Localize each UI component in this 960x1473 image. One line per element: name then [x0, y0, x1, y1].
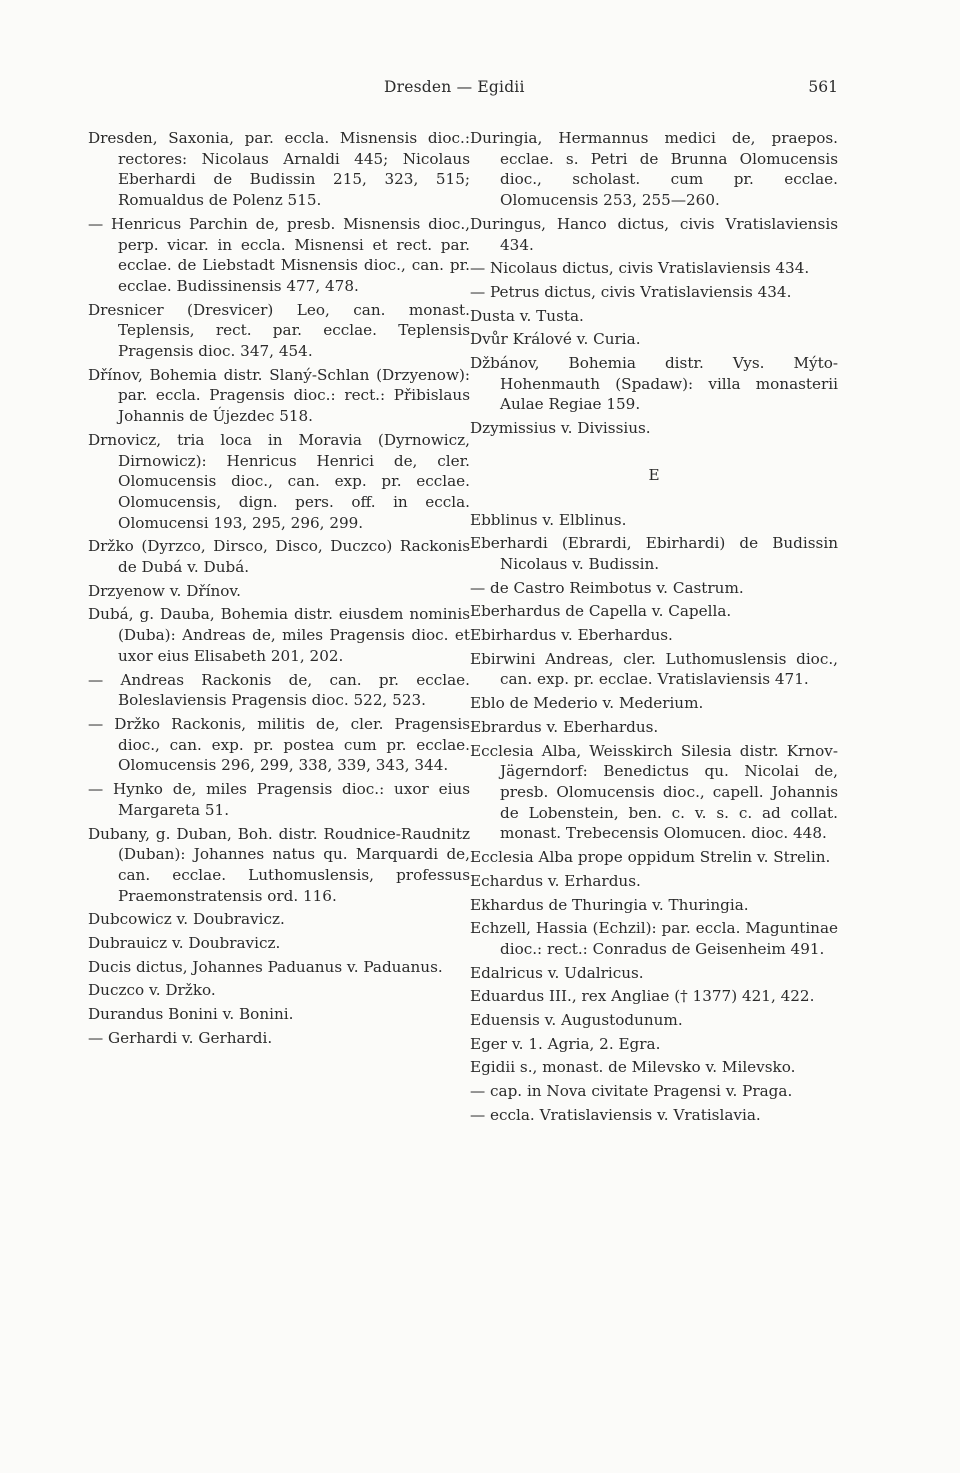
index-entry: Eduensis v. Augustodunum. — [470, 1011, 683, 1030]
index-entry: Duringus, Hanco dictus, civis Vratislaviensis 434. — [470, 214, 838, 254]
index-entry: Dresnicer (Dresvicer) Leo, can. monast. Teplensis, rect. par. ecclae. Teplensis Pragensis dioc. 347, 454. — [88, 300, 470, 361]
index-entry: Eblo de Mederio v. Mederium. — [470, 694, 704, 713]
index-entry: — Petrus dictus, civis Vratislaviensis 434. — [470, 282, 792, 301]
index-entry: Duczco v. Držko. — [88, 981, 216, 1000]
index-entry: — Andreas Rackonis de, can. pr. ecclae. Boleslaviensis Pragensis dioc. 522, 523. — [88, 670, 470, 710]
index-entry: Dubá, g. Dauba, Bohemia distr. eiusdem nominis (Duba): Andreas de, miles Pragensis dioc. et uxor eius Elisabeth 201, 202. — [88, 605, 470, 665]
index-entry: Edalricus v. Udalricus. — [470, 963, 644, 982]
index-entry: Egidii s., monast. de Milevsko v. Milevsko. — [470, 1058, 796, 1077]
index-entry: Džbánov, Bohemia distr. Vys. Mýto-Hohenmauth (Spadaw): villa monasterii Aulae Regiae 159. — [470, 354, 838, 414]
index-entry: — Hynko de, miles Pragensis dioc.: uxor eius Margareta 51. — [88, 780, 470, 819]
index-entry: Echardus v. Erhardus. — [470, 871, 641, 890]
index-entry: Ecclesia Alba prope oppidum Strelin v. Strelin. — [470, 848, 831, 867]
index-entry: Drnovicz, tria loca in Moravia (Dyrnowicz, Dirnowicz): Henricus Henrici de, cler. Olomucensis dioc., can. exp. pr. ecclae. Olomucensis, dign. pers. off. in eccla. Olomucensi 193, 295, 296, 299. — [88, 430, 470, 532]
index-entry: Dresden, Saxonia, par. eccla. Misnensis dioc.: rectores: Nicolaus Arnaldi 445; Nicolaus Eberhardi de Budissin 215, 323, 515; Romualdus de Polenz 515. — [88, 129, 470, 210]
index-entry: Drzyenow v. Dřínov. — [88, 581, 242, 600]
page-number: 561 — [808, 78, 838, 96]
index-entry: Ebirwini Andreas, cler. Luthomuslensis dioc., can. exp. pr. ecclae. Vratislaviensis 471. — [470, 649, 838, 689]
index-entry: — de Castro Reimbotus v. Castrum. — [470, 578, 744, 597]
index-entry: Ebrardus v. Eberhardus. — [470, 717, 659, 736]
index-entry: Dzymissius v. Divissius. — [470, 419, 651, 438]
index-entry: Dřínov, Bohemia distr. Slaný-Schlan (Drzyenow): par. eccla. Pragensis dioc.: rect.: Přibislaus Johannis de Újezdec 518. — [88, 365, 470, 426]
index-entry: Ebblinus v. Elblinus. — [470, 510, 627, 529]
running-title: Dresden — Egidii — [384, 78, 525, 96]
index-entry: Dubany, g. Duban, Boh. distr. Roudnice-Raudnitz (Duban): Johannes natus qu. Marquardi de, can. ecclae. Luthomuslensis, professus Praemonstratensis ord. 116. — [88, 824, 470, 905]
running-header — [0, 78, 960, 102]
index-entry: Dusta v. Tusta. — [470, 306, 584, 325]
index-entry: Dubrauicz v. Doubravicz. — [88, 934, 281, 953]
left-column — [88, 128, 470, 1052]
index-entry: — eccla. Vratislaviensis v. Vratislavia. — [470, 1105, 761, 1124]
index-entry: Dvůr Králové v. Curia. — [470, 330, 641, 349]
index-entry: Ducis dictus, Johannes Paduanus v. Paduanus. — [88, 957, 443, 976]
index-entry: Echzell, Hassia (Echzil): par. eccla. Maguntinae dioc.: rect.: Conradus de Geisenheim 491. — [470, 919, 838, 958]
index-entry: — Nicolaus dictus, civis Vratislaviensis 434. — [470, 259, 810, 278]
index-entry: — Držko Rackonis, militis de, cler. Pragensis dioc., can. exp. pr. postea cum pr. ecclae. Olomucensis 296, 299, 338, 339, 343, 344. — [88, 714, 470, 775]
index-entry: — Gerhardi v. Gerhardi. — [88, 1028, 273, 1047]
index-entry: Ebirhardus v. Eberhardus. — [470, 626, 673, 645]
index-entry: Dubcowicz v. Doubravicz. — [88, 910, 285, 929]
index-entry: Eduardus III., rex Angliae († 1377) 421, 422. — [470, 987, 815, 1006]
index-entry: Eger v. 1. Agria, 2. Egra. — [470, 1034, 661, 1053]
section-letter: E — [648, 465, 660, 484]
index-entry: Eberhardus de Capella v. Capella. — [470, 602, 732, 621]
index-entry: Duringia, Hermannus medici de, praepos. ecclae. s. Petri de Brunna Olomucensis dioc., scholast. cum pr. ecclae. Olomucensis 253, 255—260. — [470, 129, 838, 210]
index-entry: — cap. in Nova civitate Pragensi v. Praga. — [470, 1082, 793, 1101]
index-entry: Držko (Dyrzco, Dirsco, Disco, Duczco) Rackonis de Dubá v. Dubá. — [88, 537, 470, 577]
index-entry: — Henricus Parchin de, presb. Misnensis dioc., perp. vicar. in eccla. Misnensi et rect. par. ecclae. de Liebstadt Misnensis dioc., can. pr. ecclae. Budissinensis 477, 478. — [88, 214, 470, 295]
index-entry: Durandus Bonini v. Bonini. — [88, 1005, 294, 1024]
index-entry: Eberhardi (Ebrardi, Ebirhardi) de Budissin Nicolaus v. Budissin. — [470, 534, 838, 573]
index-entry: Ekhardus de Thuringia v. Thuringia. — [470, 895, 749, 914]
index-entry: Ecclesia Alba, Weisskirch Silesia distr. Krnov-Jägerndorf: Benedictus qu. Nicolai de, presb. Olomucensis dioc., capell. Johannis de Lobenstein, ben. c. v. s. c. ad collat. monast. Trebecensis Olomucen. dioc. 448. — [470, 741, 838, 843]
right-column — [470, 128, 838, 1129]
